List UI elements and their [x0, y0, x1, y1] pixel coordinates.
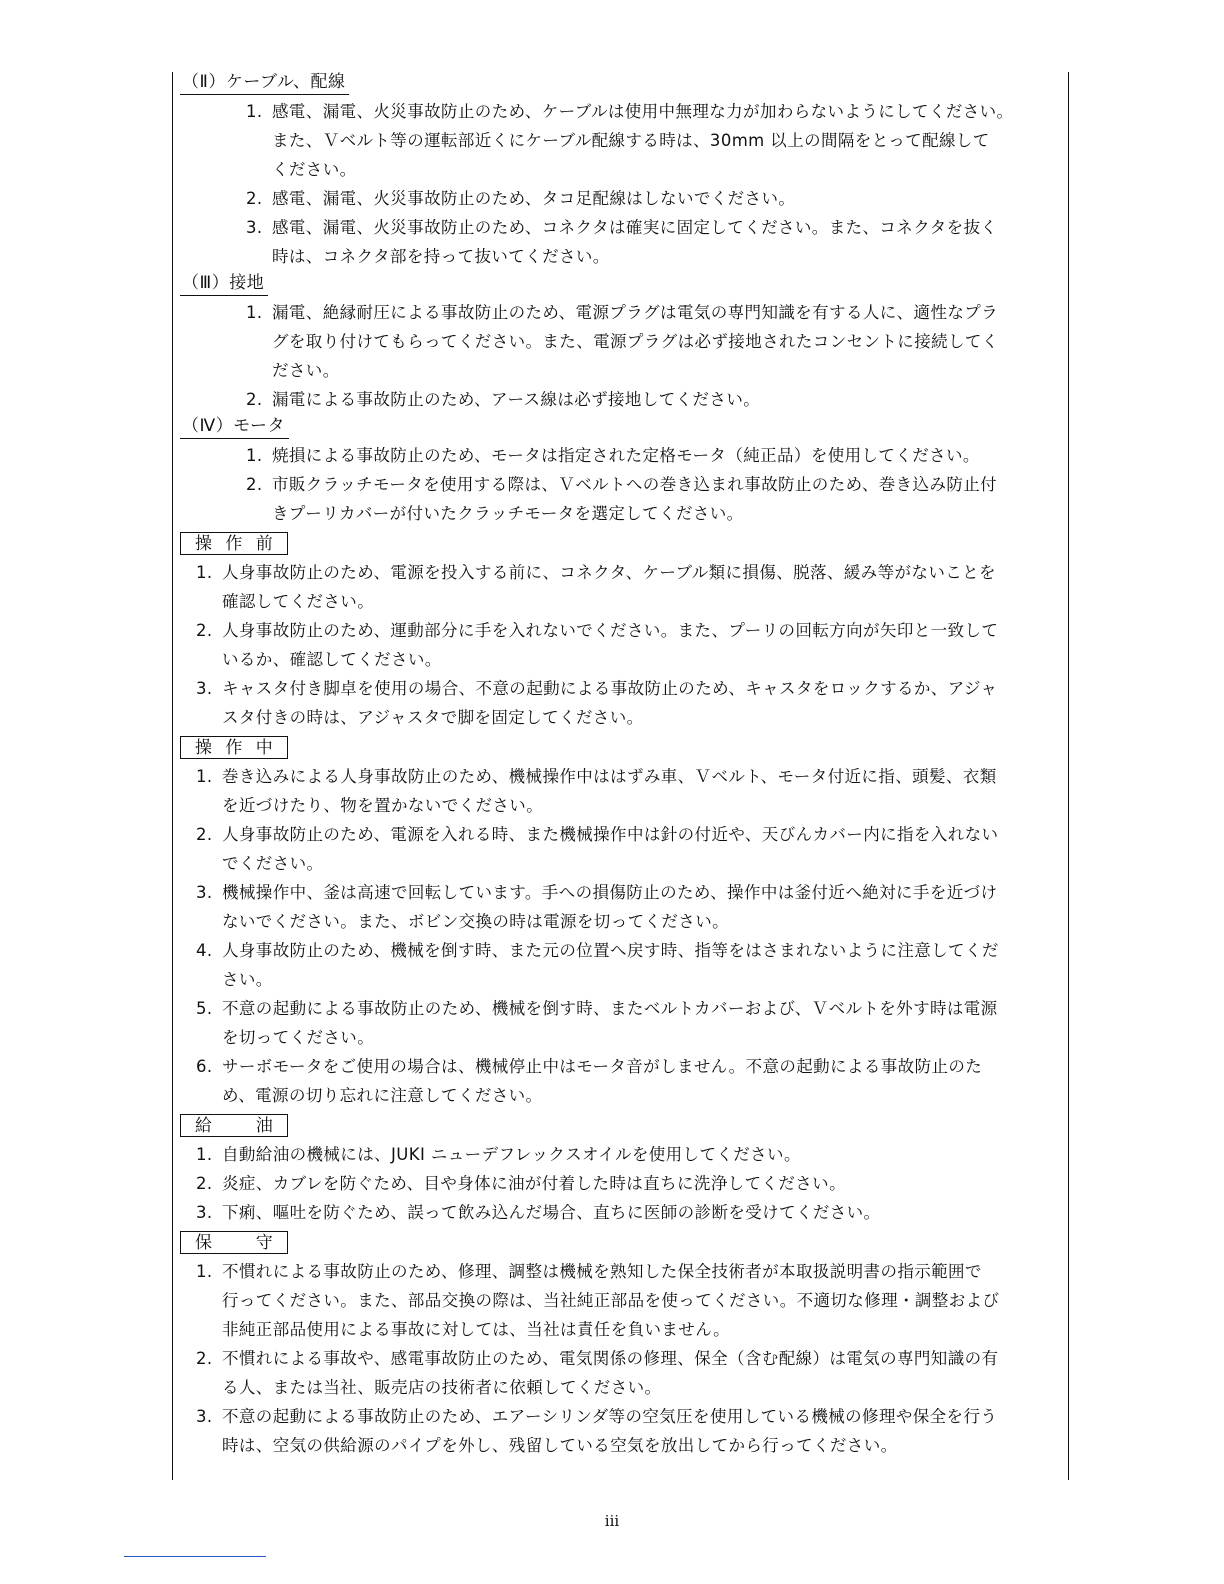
list-item — [180, 1344, 1062, 1402]
boxed-section — [180, 528, 1062, 732]
sub-section — [180, 70, 1062, 271]
sub-section-heading: （Ⅳ）モータ — [180, 414, 289, 439]
item-text-line: いるか、確認してください。 — [222, 650, 442, 669]
list-item — [180, 878, 1062, 936]
list-item — [180, 441, 1062, 470]
item-text-line: 人身事故防止のため、機械を倒す時、また元の位置へ戻す時、指等をはさまれないように注意してくだ — [222, 941, 999, 960]
list-item — [180, 674, 1062, 732]
boxed-section-heading: 保 守 — [180, 1231, 288, 1254]
list-item — [180, 184, 1062, 213]
item-text-line: 人身事故防止のため、電源を入れる時、また機械操作中は針の付近や、天びんカバー内に指を入れない — [222, 825, 999, 844]
list-item — [180, 1140, 1062, 1169]
item-number: 3. — [196, 1203, 213, 1222]
item-text-line: 感電、漏電、火災事故防止のため、コネクタは確実に固定してください。また、コネクタを抜く — [272, 218, 998, 237]
list-item — [180, 1198, 1062, 1227]
item-text-line: 不慣れによる事故防止のため、修理、調整は機械を熟知した保全技術者が本取扱説明書の指示範囲で — [222, 1262, 982, 1281]
item-text-line: 自動給油の機械には、JUKI ニューデフレックスオイルを使用してください。 — [222, 1145, 801, 1164]
item-number: 2. — [246, 390, 263, 409]
list-item — [180, 97, 1062, 184]
list-item — [180, 1257, 1062, 1344]
boxed-section-heading: 操 作 前 — [180, 532, 288, 555]
item-text-line: また、Ｖベルト等の運転部近くにケーブル配線する時は、30mm 以上の間隔をとって配線して — [272, 131, 990, 150]
item-number: 2. — [196, 1174, 213, 1193]
left-margin-rule — [172, 72, 173, 1480]
list-item — [180, 616, 1062, 674]
item-number: 3. — [196, 1407, 213, 1426]
item-text-line: ないでください。また、ボビン交換の時は電源を切ってください。 — [222, 912, 729, 931]
list-item — [180, 1169, 1062, 1198]
item-number: 1. — [196, 1262, 213, 1281]
item-number: 1. — [246, 446, 263, 465]
sub-section — [180, 414, 1062, 528]
item-text-line: 市販クラッチモータを使用する際は、Ｖベルトへの巻き込まれ事故防止のため、巻き込み防止付 — [272, 475, 998, 494]
item-number: 6. — [196, 1057, 213, 1076]
item-number: 2. — [246, 475, 263, 494]
item-text-line: る人、または当社、販売店の技術者に依頼してください。 — [222, 1378, 662, 1397]
item-text-line: 漏電、絶縁耐圧による事故防止のため、電源プラグは電気の専門知識を有する人に、適性なプラ — [272, 303, 999, 322]
item-number: 3. — [246, 218, 263, 237]
item-text-line: ださい。 — [272, 361, 340, 380]
item-text-line: さい。 — [222, 970, 273, 989]
boxed-section-heading: 給 油 — [180, 1114, 288, 1137]
item-text-line: め、電源の切り忘れに注意してください。 — [222, 1086, 543, 1105]
item-text-line: 不意の起動による事故防止のため、機械を倒す時、またベルトカバーおよび、Ｖベルトを外す時は電源 — [222, 999, 998, 1018]
boxed-section — [180, 1110, 1062, 1227]
item-text-line: 感電、漏電、火災事故防止のため、ケーブルは使用中無理な力が加わらないようにしてください。 — [272, 102, 1014, 121]
item-text-line: 人身事故防止のため、電源を投入する前に、コネクタ、ケーブル類に損傷、脱落、緩み等がないことを — [222, 563, 996, 582]
item-number: 2. — [196, 825, 213, 844]
item-text-line: 時は、コネクタ部を持って抜いてください。 — [272, 247, 610, 266]
item-text-line: 時は、空気の供給源のパイプを外し、残留している空気を放出してから行ってください。 — [222, 1436, 898, 1455]
item-number: 3. — [196, 883, 213, 902]
item-text-line: スタ付きの時は、アジャスタで脚を固定してください。 — [222, 708, 644, 727]
item-text-line: グを取り付けてもらってください。また、電源プラグは必ず接地されたコンセントに接続してく — [272, 332, 999, 351]
item-number: 5. — [196, 999, 213, 1018]
item-text-line: 不意の起動による事故防止のため、エアーシリンダ等の空気圧を使用している機械の修理や保全を行う — [222, 1407, 998, 1426]
list-item — [180, 558, 1062, 616]
document-body — [180, 70, 1062, 1460]
item-number: 2. — [196, 1349, 213, 1368]
sub-section-heading: （Ⅲ）接地 — [180, 271, 268, 296]
item-number: 1. — [246, 102, 263, 121]
sub-section — [180, 271, 1062, 414]
sub-section-heading: （Ⅱ）ケーブル、配線 — [180, 70, 349, 95]
item-text-line: 人身事故防止のため、運動部分に手を入れないでください。また、プーリの回転方向が矢印と一致して — [222, 621, 999, 640]
list-item — [180, 936, 1062, 994]
list-item — [180, 213, 1062, 271]
footer-line — [124, 1556, 266, 1557]
list-item — [180, 470, 1062, 528]
item-text-line: サーボモータをご使用の場合は、機械停止中はモータ音がしません。不意の起動による事故防止のた — [222, 1057, 983, 1076]
item-number: 3. — [196, 679, 213, 698]
item-number: 1. — [196, 1145, 213, 1164]
boxed-section — [180, 732, 1062, 1110]
item-number: 2. — [246, 189, 263, 208]
item-text-line: 不慣れによる事故や、感電事故防止のため、電気関係の修理、保全（含む配線）は電気の専門知識の有 — [222, 1349, 999, 1368]
item-number: 2. — [196, 621, 213, 640]
item-text-line: ください。 — [272, 160, 357, 179]
item-text-line: を切ってください。 — [222, 1028, 375, 1047]
list-item — [180, 1402, 1062, 1460]
item-text-line: 非純正部品使用による事故に対しては、当社は責任を負いません。 — [222, 1320, 730, 1339]
item-text-line: 確認してください。 — [222, 592, 375, 611]
item-text-line: 下痢、嘔吐を防ぐため、誤って飲み込んだ場合、直ちに医師の診断を受けてください。 — [222, 1203, 881, 1222]
page-number: iii — [604, 1512, 620, 1530]
list-item — [180, 385, 1062, 414]
item-text-line: 巻き込みによる人身事故防止のため、機械操作中ははずみ車、Ｖベルト、モータ付近に指、頭髪、衣類 — [222, 767, 997, 786]
item-text-line: 機械操作中、釜は高速で回転しています。手への損傷防止のため、操作中は釜付近へ絶対に手を近づけ — [222, 883, 998, 902]
list-item — [180, 994, 1062, 1052]
boxed-section-heading: 操 作 中 — [180, 736, 288, 759]
item-text-line: きプーリカバーが付いたクラッチモータを選定してください。 — [272, 504, 744, 523]
item-text-line: 焼損による事故防止のため、モータは指定された定格モータ（純正品）を使用してください。 — [272, 446, 980, 465]
item-text-line: を近づけたり、物を置かないでください。 — [222, 796, 544, 815]
item-text-line: 漏電による事故防止のため、アース線は必ず接地してください。 — [272, 390, 761, 409]
item-text-line: 感電、漏電、火災事故防止のため、タコ足配線はしないでください。 — [272, 189, 796, 208]
list-item — [180, 820, 1062, 878]
item-number: 1. — [246, 303, 263, 322]
item-number: 1. — [196, 563, 213, 582]
item-text-line: 炎症、カブレを防ぐため、目や身体に油が付着した時は直ちに洗浄してください。 — [222, 1174, 846, 1193]
boxed-section — [180, 1227, 1062, 1460]
list-item — [180, 1052, 1062, 1110]
list-item — [180, 298, 1062, 385]
item-number: 4. — [196, 941, 213, 960]
item-text-line: 行ってください。また、部品交換の際は、当社純正部品を使ってください。不適切な修理・調整および — [222, 1291, 1000, 1310]
item-text-line: キャスタ付き脚卓を使用の場合、不意の起動による事故防止のため、キャスタをロックするか、アジャ — [222, 679, 998, 698]
item-number: 1. — [196, 767, 213, 786]
item-text-line: でください。 — [222, 854, 324, 873]
right-margin-rule — [1068, 72, 1069, 1480]
list-item — [180, 762, 1062, 820]
